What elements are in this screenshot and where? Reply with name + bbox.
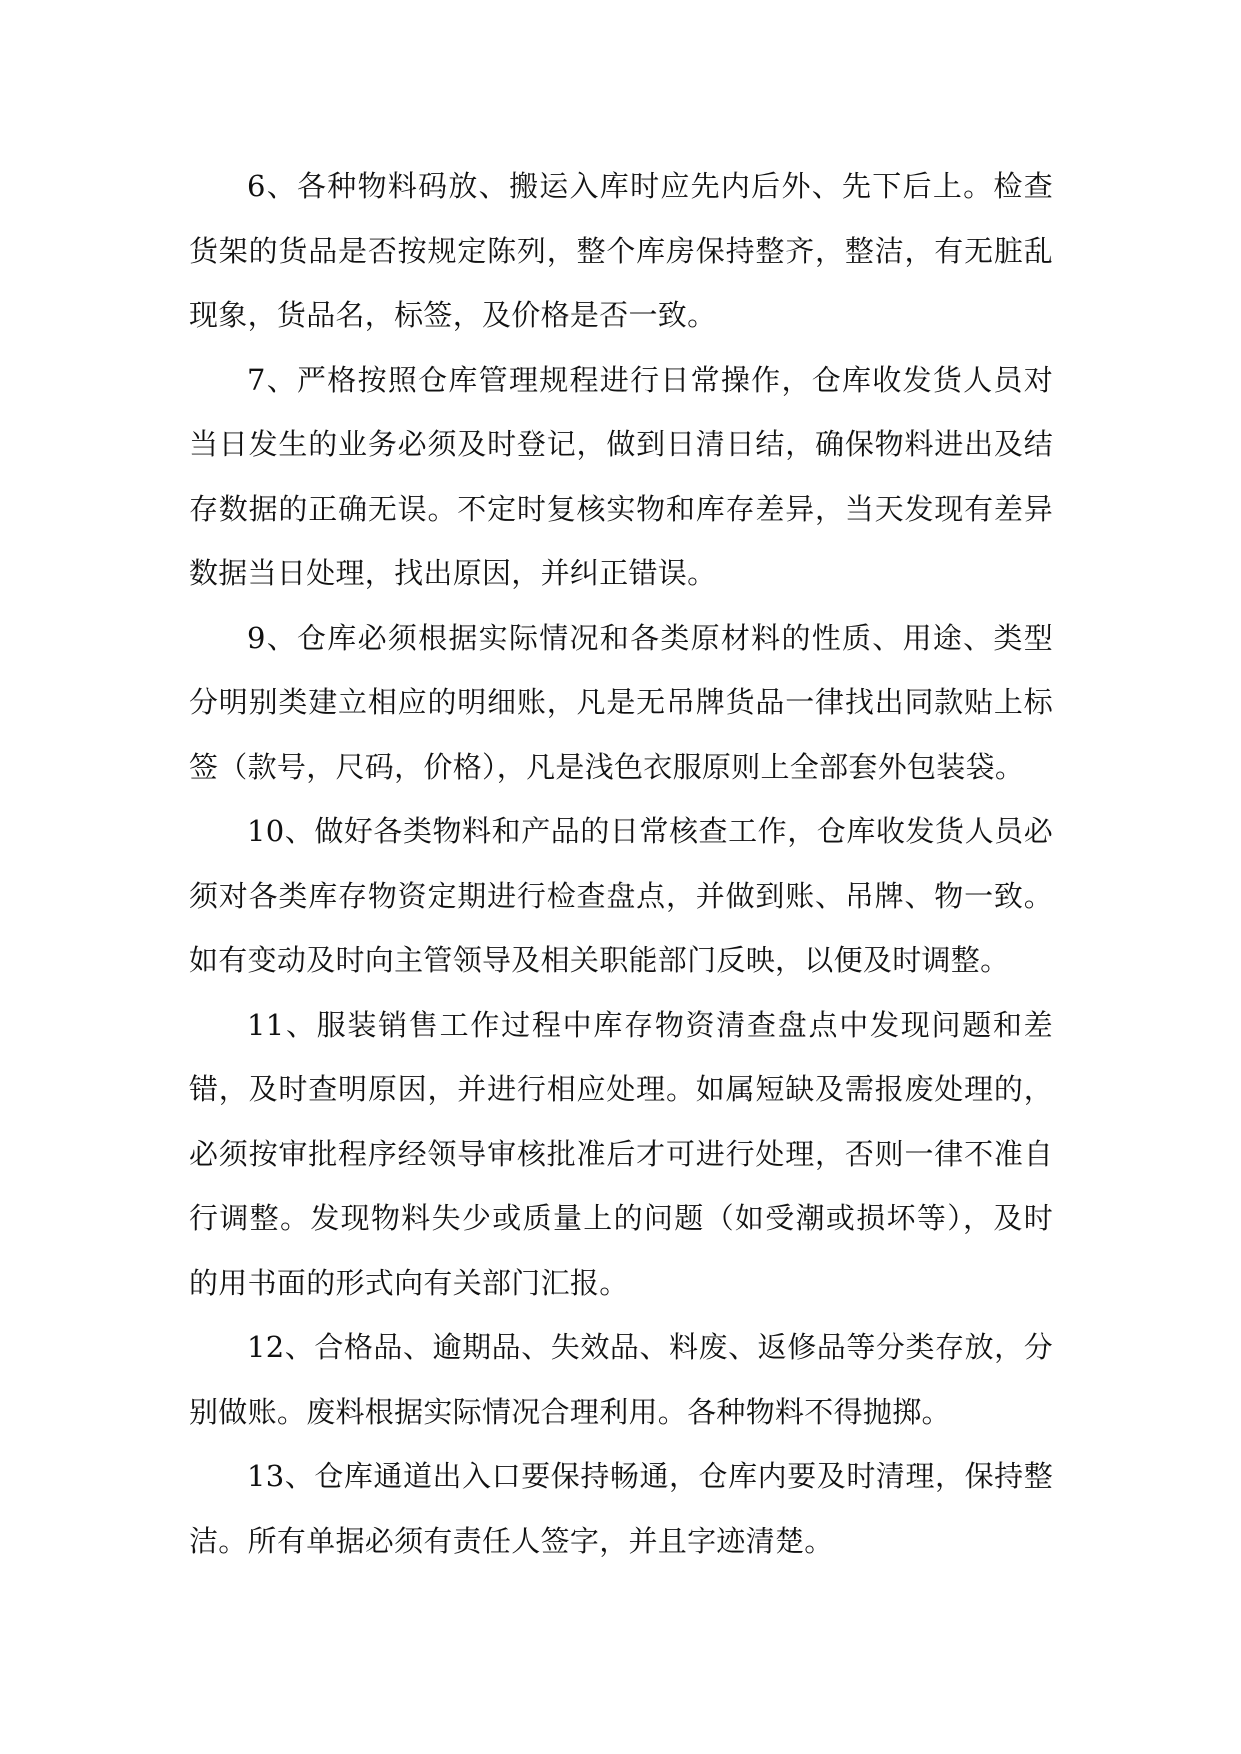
paragraph-item-7: 7、严格按照仓库管理规程进行日常操作，仓库收发货人员对当日发生的业务必须及时登记，做到日清日结，确保物料进出及结存数据的正确无误。不定时复核实物和库存差异，当天发现有差异数据当日处理，找出原因，并纠正错误。 — [189, 362, 1053, 590]
paragraph-item-6: 6、各种物料码放、搬运入库时应先内后外、先下后上。检查货架的货品是否按规定陈列，整个库房保持整齐，整洁，有无脏乱现象，货品名，标签，及价格是否一致。 — [189, 169, 1053, 332]
paragraph-item-12: 12、合格品、逾期品、失效品、料废、返修品等分类存放，分别做账。废料根据实际情况合理利用。各种物料不得抛掷。 — [189, 1330, 1053, 1429]
paragraph-item-9: 9、仓库必须根据实际情况和各类原材料的性质、用途、类型分明别类建立相应的明细账，凡是无吊牌货品一律找出同款贴上标签（款号，尺码，价格），凡是浅色衣服原则上全部套外包装袋。 — [189, 620, 1053, 784]
paragraph-item-10: 10、做好各类物料和产品的日常核查工作，仓库收发货人员必须对各类库存物资定期进行检查盘点，并做到账、吊牌、物一致。如有变动及时向主管领导及相关职能部门反映，以便及时调整。 — [189, 814, 1053, 977]
paragraph-item-13: 13、仓库通道出入口要保持畅通，仓库内要及时清理，保持整洁。所有单据必须有责任人签字，并且字迹清楚。 — [189, 1459, 1053, 1558]
paragraph-item-11: 11、服装销售工作过程中库存物资清查盘点中发现问题和差错，及时查明原因，并进行相应处理。如属短缺及需报废处理的，必须按审批程序经领导审核批准后才可进行处理，否则一律不准自行调整。发现物料失少或质量上的问题（如受潮或损坏等），及时的用书面的形式向有关部门汇报。 — [189, 1007, 1053, 1300]
document-body — [189, 154, 1053, 1573]
